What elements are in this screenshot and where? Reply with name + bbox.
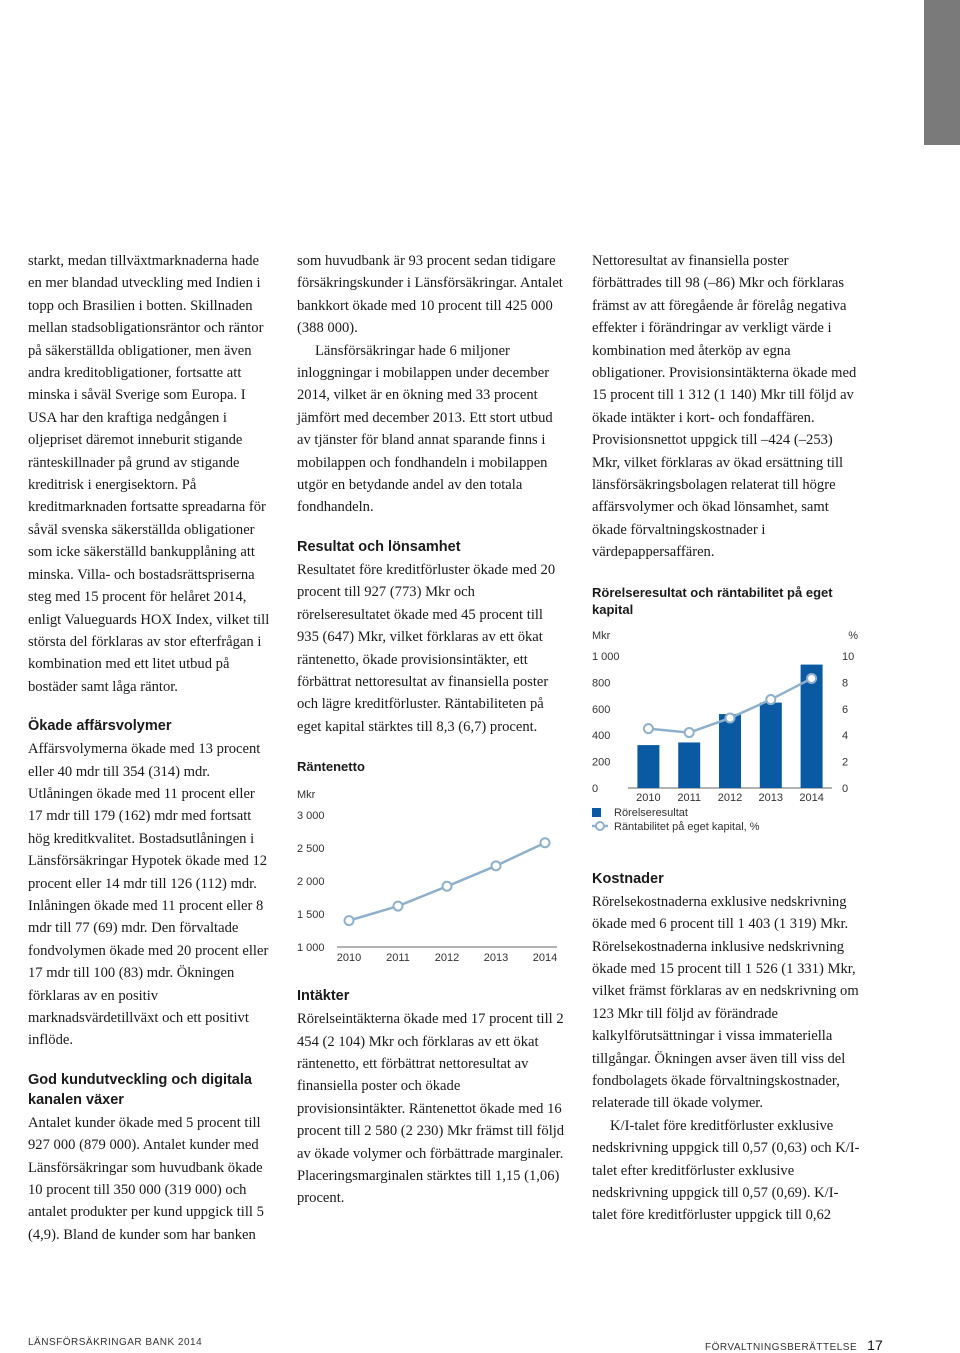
x-tick-label: 2011 (386, 952, 410, 964)
paragraph: Rörelseintäkterna ökade med 17 procent till 2 454 (2 104) Mkr och förklaras av ett ökat räntenetto, ett förbättrat nettoresultat av finansiella poster och ökade provisionsintäkter. Räntenettot ökade med 16 procent till 2 580 (2 230) Mkr främst till följd av ökade volymer och förbättrade marginaler. Placeringsmarginalen stärktes till 1,15 (1,06) procent. (297, 1011, 565, 1207)
x-tick-label: 2013 (758, 791, 784, 804)
column-2 (297, 250, 567, 1210)
bar (678, 742, 700, 788)
y-tick-label: 400 (592, 729, 611, 742)
y-axis-unit: Mkr (592, 629, 611, 642)
y-tick-label-right: 4 (842, 729, 849, 742)
x-tick-label: 2010 (336, 952, 362, 964)
paragraph: Resultatet före kreditförluster ökade med 20 procent till 927 (773) Mkr och rörelseresultatet ökade med 45 procent till 935 (647) Mkr, vilket förklaras av ett ökat räntenetto, ökade provisionsintäkter, ett förbättrat nettoresultat av finansiella poster och lägre kreditförluster. Räntabiliteten på eget kapital stärktes till 8,3 (6,7) procent. (297, 561, 556, 735)
y-tick-label: 1 000 (592, 650, 620, 663)
footer-left: LÄNSFÖRSÄKRINGAR BANK 2014 (28, 1337, 203, 1348)
x-tick-label: 2013 (483, 952, 509, 964)
data-point (685, 728, 694, 737)
data-point (492, 861, 501, 870)
data-point (541, 838, 550, 847)
data-point (807, 674, 816, 683)
heading-resultat: Resultat och lönsamhet (297, 538, 461, 555)
paragraph: K/I-talet före kreditförluster exklusive nedskrivning uppgick till 0,57 (0,63) och K/I-talet efter kreditförluster exklusive nedskrivning uppgick till 0,57 (0,69). K/I-talet före kreditförluster uppgick till 0,62 (592, 1117, 860, 1224)
paragraph: Länsförsäkringar hade 6 miljoner inloggningar i mobilappen under december 2014, vilket är en ökning med 33 procent jämfört med december 2013. Ett stort utbud av tjänster för bland annat sparande finns i mobilappen och fondhandeln i mobilappen utgör en betydande andel av den totala fondhandeln. (297, 342, 553, 516)
data-point (443, 882, 452, 891)
y-tick-label: 200 (592, 756, 611, 769)
column-1 (28, 250, 273, 1246)
data-point (644, 724, 653, 733)
y-tick-label: 2 500 (297, 843, 325, 856)
paragraph: som huvudbank är 93 procent sedan tidigare försäkringskunder i Länsförsäkringar. Antalet bankkort ökade med 10 procent till 425 000 (388 000). (297, 253, 563, 337)
paragraph: Affärsvolymerna ökade med 13 procent eller 40 mdr till 354 (314) mdr. Utlåningen ökade med 11 procent eller 17 mdr till 179 (162) mdr med fortsatt hög kreditkvalitet. Bostadsutlåningen i Länsförsäkringar Hypotek ökade med 12 procent eller 14 mdr till 126 (112) mdr. Inlåningen ökade med 11 procent eller 8 mdr till 77 (69) mdr. Den förvaltade fondvolymen ökade med 20 procent eller 17 mdr till 100 (83) mdr. Ökningen förklaras av en positiv marknadsvärdetillväxt och ett positivt inflöde. (28, 741, 269, 1049)
x-tick-label: 2012 (434, 952, 460, 964)
heading-intakter: Intäkter (297, 988, 350, 1005)
data-point (726, 713, 735, 722)
page-number: 17 (867, 1337, 883, 1353)
x-tick-label: 2010 (636, 791, 661, 804)
y-tick-label: 2 000 (297, 876, 325, 889)
y-tick-label: 600 (592, 703, 611, 716)
y-tick-label: 800 (592, 677, 611, 690)
y-axis-unit: Mkr (297, 789, 316, 802)
y-tick-label: 0 (592, 782, 599, 795)
rorelseresultat-chart (592, 626, 860, 846)
section-tab (924, 0, 960, 145)
heading-kostnader: Kostnader (592, 870, 664, 887)
heading-kundutveckling: God kundutveckling och digitala kanalen växer (28, 1071, 252, 1108)
x-tick-label: 2011 (677, 791, 702, 804)
footer-section: FÖRVALTNINGSBERÄTTELSE (705, 1342, 858, 1353)
legend-label: Rörelseresultat (614, 806, 688, 819)
paragraph: Rörelsekostnaderna exklusive nedskrivning ökade med 6 procent till 1 403 (1 319) Mkr. Rörelsekostnaderna inklusive nedskrivning ökade med 15 procent till 1 526 (1 331) Mkr, vilket främst förklaras av en nedskrivning om 123 Mkr till följd av förändrade kalkylförutsättningar i vissa immateriella tillgångar. Ökningen avser även till viss del fondbolagets ökade förvaltningskostnader, relaterade till ökade volymer. (592, 893, 859, 1112)
bar (760, 702, 782, 787)
paragraph: Antalet kunder ökade med 5 procent till 927 000 (879 000). Antalet kunder med Länsförsäkringar som huvudbank ökade 10 procent till 350 000 (319 000) och antalet produkter per kund uppgick till 5 (4,9). Bland de kunder som har banken (28, 1114, 264, 1243)
y-tick-label-right: 10 (842, 650, 855, 663)
chart-title-rantenetto: Räntenetto (297, 759, 365, 775)
paragraph: Nettoresultat av finansiella poster förbättrades till 98 (–86) Mkr och förklaras främst av att föregående år förelåg negativa effekter i förändringar av verkligt värde i kombination med återköp av egna obligationer. Provisionsintäkterna ökade med 15 procent till 1 312 (1 140) Mkr till följd av ökade intäkter i kort- och fondaffären. Provisionsnettot uppgick till –424 (–253) Mkr, vilket förklaras av ökad ersättning till länsförsäkringsbolagen relaterat till högre affärsvolymer och ökad lönsamhet, samt ökade förvaltningskostnader i värdepappersaffären. (592, 253, 857, 561)
legend-label: Räntabilitet på eget kapital, % (614, 820, 760, 833)
bar (719, 714, 741, 788)
footer-right (705, 1337, 883, 1353)
heading-affarsvolymer: Ökade affärsvolymer (28, 718, 172, 735)
y-tick-label-right: 2 (842, 756, 849, 769)
legend-swatch-marker (596, 822, 604, 830)
x-tick-label: 2014 (532, 952, 558, 964)
legend-swatch-bar (592, 808, 601, 817)
bar (637, 745, 659, 788)
y-tick-label: 1 500 (297, 909, 325, 922)
y-axis-unit-right: % (848, 629, 858, 642)
x-tick-label: 2012 (717, 791, 743, 804)
chart-title-rorelseresultat: Rörelseresultat och räntabilitet på eget kapital (592, 584, 833, 617)
x-tick-label: 2014 (799, 791, 824, 804)
y-tick-label-right: 6 (842, 703, 849, 716)
data-point (394, 902, 403, 911)
y-tick-label: 3 000 (297, 810, 325, 823)
y-tick-label-right: 8 (842, 677, 849, 690)
paragraph: starkt, medan tillväxtmarknaderna hade en mer blandad utveckling med Indien i topp och Brasilien i botten. Skillnaden mellan stadsobligationsräntor och räntor på säkerställda obligationer, men även andra kreditobligationer, fortsatte att minska i såväl Sverige som Europa. I USA har den kraftiga nedgången i oljepriset däremot inneburit stigande ränteskillnader på grund av stigande kreditrisk i energisektorn. På kreditmarknaden fortsatte spreadarna för såväl svenska säkerställda obligationer som icke säkerställd bankupplåning att minska. Villa- och bostadsrättspriserna steg med 15 procent för helåret 2014, enligt Valueguards HOX Index, vilket till största del förklaras av stor efterfrågan i kombination med ett litet utbud på bostäder samt låga räntor. (28, 253, 270, 695)
column-3 (592, 250, 860, 1227)
data-point (766, 695, 775, 704)
y-tick-label-right: 0 (842, 782, 849, 795)
y-tick-label: 1 000 (297, 942, 325, 955)
data-point (345, 916, 354, 925)
rantenetto-chart (297, 783, 567, 963)
